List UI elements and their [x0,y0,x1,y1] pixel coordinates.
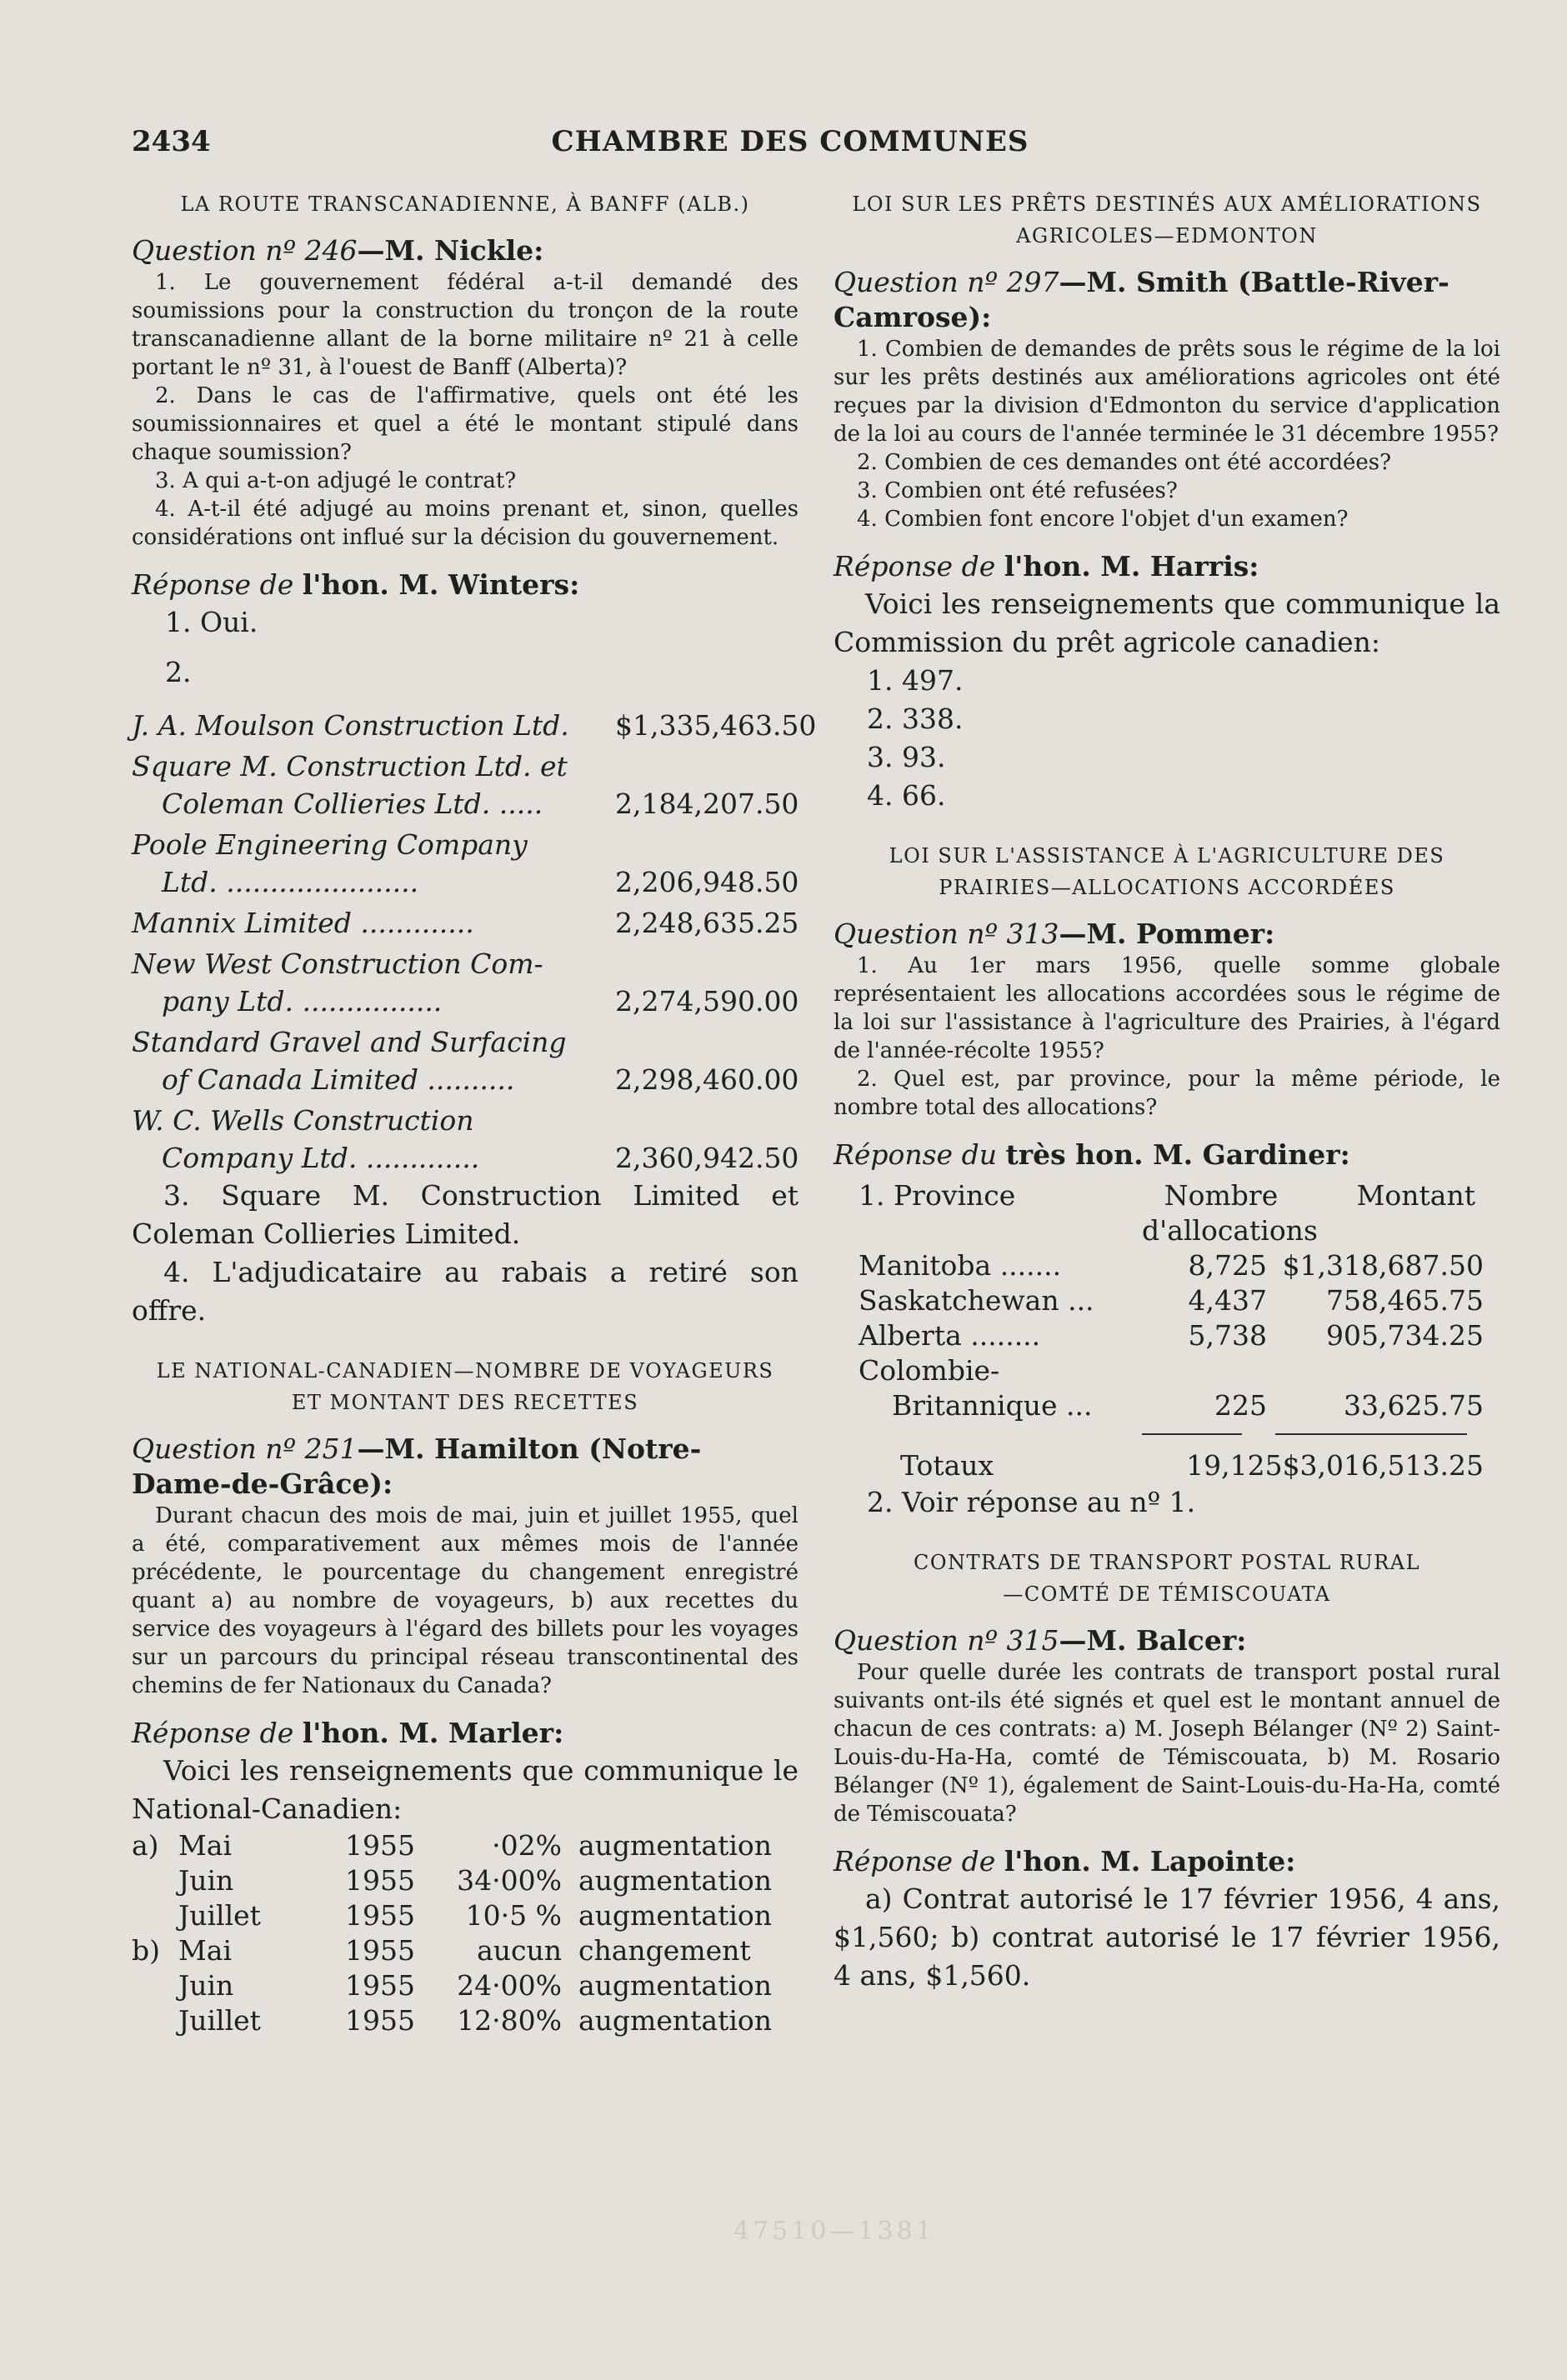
page-number: 2434 [132,125,211,158]
table-cell: 1955 [345,1864,415,1897]
contract-row [132,904,799,942]
table-cell: 1955 [345,1899,415,1932]
voyageurs-table [132,1828,799,2038]
section-heading-prets-agricoles [834,188,1500,252]
table-cell: Juillet [178,2004,261,2037]
heading-line: ET MONTANT DES RECETTES [291,1391,639,1414]
table-row [132,1968,799,2003]
question-text: Pour quelle durée les contrats de transport postal rural suivants ont-ils été signés et quel est le montant annuel de chacun de ces contrats: a) M. Joseph Bélanger (Nº 2) Saint-Louis-du-Ha-Ha, comté de Témiscouata, b) M. Rosario Bélanger (Nº 1), également de Saint-Louis-du-Ha-Ha, comté de Témiscouata? [834,1660,1500,1827]
province-name [834,1353,1142,1423]
contract-amount: 2,184,207.50 [615,788,799,820]
reponse-prefix: Réponse de [834,550,996,582]
contractor-name: Mannix Limited ............. [132,907,474,939]
table-cell: Mai [178,1829,233,1862]
answer-item: 1. 497. [867,664,964,697]
total-row [834,1448,1500,1483]
question-text: 2. Quel est, par province, pour la même période, le nombre total des allocations? [834,1067,1500,1120]
montant-cell: $1,318,687.50 [1282,1249,1484,1282]
table-row [834,1248,1500,1283]
column-header: 1. Province [859,1179,1016,1212]
table-cell: changement [578,1934,751,1967]
contractor-name: New West Construction Com- [132,948,543,980]
reponse-prefix: Réponse de [132,568,294,601]
question-number: nº 315 [967,1624,1059,1657]
question-text: 3. A qui a-t-on adjugé le contrat? [155,468,517,493]
column-header-line: d'allocations [1142,1214,1318,1247]
total-rule [1142,1433,1242,1435]
table-cell [132,1863,178,1898]
contract-amount: 2,206,948.50 [615,866,799,898]
table-cell: 10·5 % [465,1899,562,1932]
heading-line: CONTRATS DE TRANSPORT POSTAL RURAL [913,1551,1421,1574]
province-name: Manitoba ....... [859,1249,1062,1282]
table-cell: Juin [178,1864,234,1897]
contract-row [132,826,799,901]
table-cell: 34·00% [457,1864,562,1897]
table-cell: augmentation [578,1899,772,1932]
nombre-cell: 8,725 [1188,1249,1267,1282]
contract-amount: 2,298,460.00 [615,1063,799,1096]
reponse-marler [132,1715,799,1752]
montant-cell: 33,625.75 [1344,1389,1484,1422]
table-row [132,1863,799,1898]
table-row [834,1283,1500,1318]
allocations-table [834,1178,1500,1483]
answer-item: 1. Oui. [165,606,258,638]
province-name: Saskatchewan ... [859,1284,1094,1317]
nombre-cell: 4,437 [1188,1284,1267,1317]
reponse-member: très hon. M. Gardiner: [1005,1138,1350,1171]
question-text: Durant chacun des mois de mai, juin et juillet 1955, quel a été, comparativement aux mêmes mois de l'année précédente, le pourcentage du changement enregistré quant a) au nombre de voyageurs, b) aux recettes du service des voyageurs à l'égard des billets pour les voyages sur un parcours du principal réseau transcontinental des chemins de fer Nationaux du Canada? [132,1503,799,1698]
contractor-name-cont: Coleman Collieries Ltd. ..... [162,788,543,820]
question-text: 4. A-t-il été adjugé au moins prenant et, sinon, quelles considérations ont influé sur la décision du gouvernement. [132,497,799,550]
section-heading-national-canadien [132,1355,799,1418]
table-cell: 1955 [345,1969,415,2002]
question-member: —M. Pommer: [1059,918,1275,950]
question-member: —M. Hamilton (Notre-Dame-de-Grâce): [132,1432,702,1500]
question-member: —M. Nickle: [357,234,544,267]
reponse-prefix: Réponse de [834,1845,996,1878]
reponse-gardiner [834,1137,1500,1173]
table-cell: 24·00% [457,1969,562,2002]
question-315 [834,1623,1500,1658]
contractor-name: Poole Engineering Company [132,828,528,861]
table-cell: a) [132,1829,159,1862]
faint-print-stamp: 47510—1381 [733,2217,935,2246]
question-text: 2. Dans le cas de l'affirmative, quels ont été les soumissionnaires et quel a été le montant stipulé dans chaque soumission? [132,383,799,465]
contractor-name-cont: pany Ltd. ................ [162,985,443,1018]
montant-cell: 905,734.25 [1326,1319,1484,1352]
question-text: 1. Combien de demandes de prêts sous le régime de la loi sur les prêts destinés aux améliorations agricoles ont été reçues par la division d'Edmonton du service d'application de la loi au cours de l'année terminée le 31 décembre 1955? [834,337,1500,447]
reponse-lapointe [834,1843,1500,1880]
column-header [1142,1178,1318,1248]
table-cell: augmentation [578,1864,772,1897]
question-prefix: Question [132,234,257,267]
heading-line: LOI SUR L'ASSISTANCE À L'AGRICULTURE DES [889,844,1445,868]
reponse-winters [132,567,799,603]
question-member: —M. Smith (Battle-River-Camrose): [834,266,1449,333]
question-number: nº 313 [967,918,1059,950]
question-number: nº 297 [967,266,1059,298]
question-prefix: Question [132,1432,257,1465]
answer-text: a) Contrat autorisé le 17 février 1956, 4 ans, $1,560; b) contrat autorisé le 17 février 1956, 4 ans, $1,560. [834,1882,1500,1992]
nombre-cell: 5,738 [1188,1319,1267,1352]
contractor-name-cont: of Canada Limited .......... [162,1063,515,1096]
question-text: 2. Combien de ces demandes ont été accordées? [857,450,1392,475]
contractor-name: Square M. Construction Ltd. et [132,750,568,782]
question-text: 3. Combien ont été refusées? [857,478,1178,503]
reponse-member: l'hon. M. Winters: [302,568,580,601]
question-number: nº 251 [265,1432,358,1465]
question-prefix: Question [834,266,959,298]
left-column [132,188,817,2038]
table-cell: augmentation [578,1829,772,1862]
table-header-row [834,1178,1500,1248]
answer-intro: Voici les renseignements que communique le National-Canadien: [132,1754,799,1825]
contract-row [132,945,799,1020]
table-cell: Juin [178,1969,234,2002]
table-cell: augmentation [578,2004,772,2037]
section-heading-transport-postal [834,1547,1500,1610]
table-cell: Juillet [178,1899,261,1932]
question-297 [834,265,1500,335]
table-cell: augmentation [578,1969,772,2002]
page-header [132,125,1449,158]
table-cell: 1955 [345,1934,415,1967]
contractor-name: Standard Gravel and Surfacing [132,1026,567,1058]
table-row [132,1828,799,1863]
column-header: Montant [1356,1179,1475,1212]
reponse-harris [834,548,1500,585]
table-cell: aucun [477,1934,562,1967]
contract-row [132,1023,799,1098]
table-row [132,2003,799,2038]
table-cell: ·02% [492,1829,562,1862]
table-row [132,1898,799,1933]
nombre-cell: 225 [1214,1389,1267,1422]
contractor-name: J. A. Moulson Construction Ltd. [132,709,569,742]
heading-line: AGRICOLES—EDMONTON [1016,224,1318,248]
section-heading-transcanadienne: LA ROUTE TRANSCANADIENNE, À BANFF (ALB.) [180,192,750,216]
total-rule [1275,1433,1467,1435]
province-name-line: Britannique ... [892,1389,1093,1422]
heading-line: LOI SUR LES PRÊTS DESTINÉS AUX AMÉLIORATIONS [852,192,1482,216]
total-montant: $3,016,513.25 [1282,1449,1484,1482]
table-cell: 1955 [345,2004,415,2037]
table-row [834,1353,1500,1423]
reponse-member: l'hon. M. Marler: [302,1717,564,1749]
total-nombre: 19,125 [1186,1449,1283,1482]
answer-item: 2. Voir réponse au nº 1. [867,1486,1196,1518]
contract-amount: $1,335,463.50 [615,709,817,742]
contractor-name: W. C. Wells Construction [132,1104,474,1137]
question-text: 1. Au 1er mars 1956, quelle somme globale représentaient les allocations accordées sous le régime de la loi sur l'assistance à l'agriculture des Prairies, à l'égard de l'année-récolte 1955? [834,953,1500,1063]
running-title: CHAMBRE DES COMMUNES [551,125,1029,158]
answer-item: 3. Square M. Construction Limited et Coleman Collieries Limited. [132,1179,799,1250]
table-cell [132,1898,178,1933]
table-cell: Mai [178,1934,233,1967]
answer-intro: Voici les renseignements que communique la Commission du prêt agricole canadien: [834,588,1500,658]
contract-row [132,707,817,744]
contract-amount: 2,360,942.50 [615,1142,799,1174]
answer-item: 4. 66. [867,779,946,812]
reponse-prefix: Réponse du [834,1138,997,1171]
province-name-line: Colombie- [859,1354,1000,1387]
contract-row [132,1102,799,1177]
answer-item: 3. 93. [867,741,946,773]
question-text: 4. Combien font encore l'objet d'un examen? [857,507,1349,532]
montant-cell: 758,465.75 [1326,1284,1484,1317]
total-rules [834,1433,1500,1435]
section-heading-assistance-prairies [834,840,1500,903]
question-251 [132,1432,799,1502]
reponse-prefix: Réponse de [132,1717,294,1749]
contract-amount: 2,274,590.00 [615,985,799,1018]
table-row [834,1318,1500,1353]
contract-amount: 2,248,635.25 [615,907,799,939]
question-prefix: Question [834,918,959,950]
table-cell [132,2003,178,2038]
question-number: nº 246 [265,234,358,267]
reponse-member: l'hon. M. Lapointe: [1004,1845,1296,1878]
total-label: Totaux [900,1449,994,1482]
contract-row [132,748,799,822]
right-column [834,188,1500,1995]
question-text: 1. Le gouvernement fédéral a-t-il demandé des soumissions pour la construction du tronçon de la route transcanadienne allant de la borne militaire nº 21 à celle portant le nº 31, à l'ouest de Banff (Alberta)? [132,270,799,380]
question-246 [132,233,799,268]
table-cell: 12·80% [457,2004,562,2037]
contractor-name-cont: Company Ltd. ............. [162,1142,480,1174]
answer-item: 2. [165,656,192,688]
table-cell: 1955 [345,1829,415,1862]
answer-item: 4. L'adjudicataire au rabais a retiré son offre. [132,1256,799,1327]
reponse-member: l'hon. M. Harris: [1004,550,1259,582]
heading-line: LE NATIONAL-CANADIEN—NOMBRE DE VOYAGEURS [156,1359,774,1382]
answer-item: 2. 338. [867,702,964,735]
contractor-name-cont: Ltd. ...................... [162,866,419,898]
heading-line: PRAIRIES—ALLOCATIONS ACCORDÉES [939,876,1395,899]
table-cell: b) [132,1934,160,1967]
province-name: Alberta ........ [859,1319,1041,1352]
question-prefix: Question [834,1624,959,1657]
table-row [132,1933,799,1968]
heading-line: —COMTÉ DE TÉMISCOUATA [1003,1582,1331,1606]
table-cell [132,1968,178,2003]
question-313 [834,917,1500,952]
question-member: —M. Balcer: [1059,1624,1247,1657]
column-header-line: Nombre [1164,1179,1279,1212]
